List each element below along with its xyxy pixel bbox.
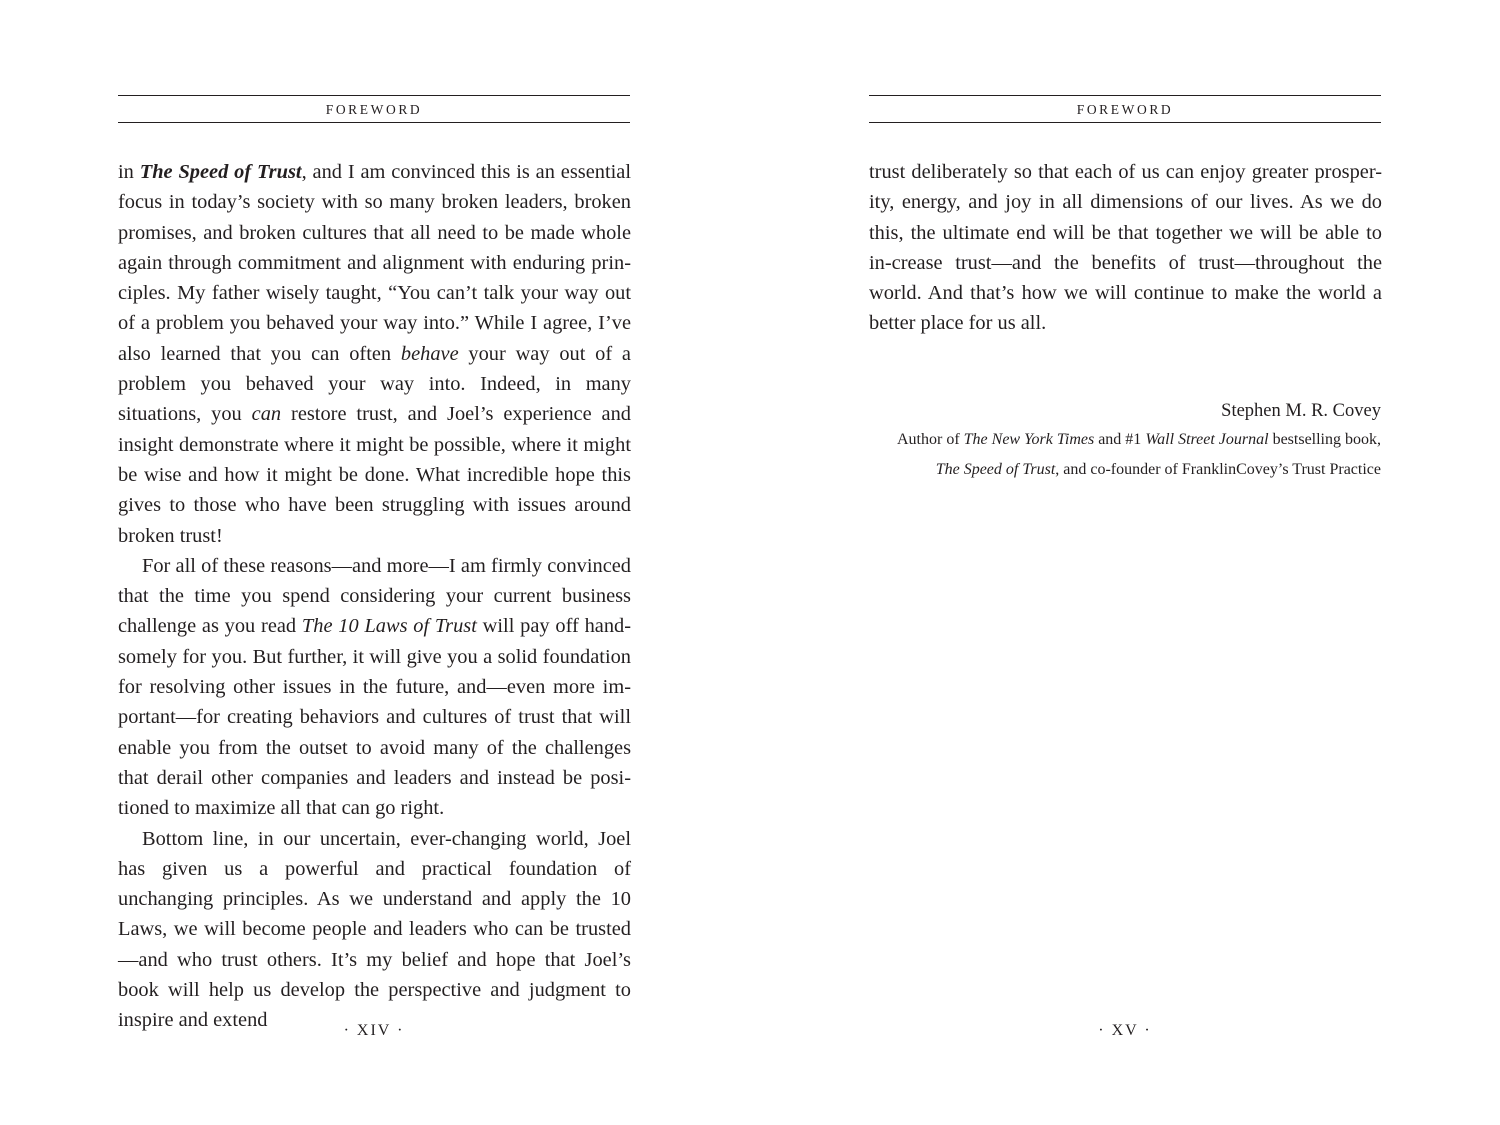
running-head: FOREWORD xyxy=(869,95,1381,123)
body-text xyxy=(118,157,631,1036)
body-text xyxy=(869,157,1382,339)
publication-title: The New York Times xyxy=(963,431,1095,448)
page-number: · XV · xyxy=(1098,1022,1152,1039)
author-credit-line: Author of The New York Times and #1 Wall Street Journal bestselling book, xyxy=(897,431,1381,448)
signature-block xyxy=(869,397,1381,485)
emphasis: can xyxy=(251,403,282,426)
author-name: Stephen M. R. Covey xyxy=(1221,401,1381,421)
publication-title: Wall Street Journal xyxy=(1145,431,1269,448)
paragraph: Bottom line, in our uncertain, ever-changing world, Joel has given us a powerful and practical foundation of unchanging principles. As we understand and apply the 10 Laws, we will become people and leaders who can be trusted—and who trust others. It’s my belief and hope that Joel’s book will help us develop the perspective and judgment to inspire and extend xyxy=(118,827,631,1032)
left-page xyxy=(118,0,630,1125)
book-title: The Speed of Trust xyxy=(935,461,1056,478)
book-title: The 10 Laws of Trust xyxy=(301,615,477,638)
page-number: · XIV · xyxy=(343,1022,405,1039)
author-credit-line: The Speed of Trust, and co-founder of FranklinCovey’s Trust Practice xyxy=(935,461,1381,478)
right-page xyxy=(869,0,1381,1125)
running-head: FOREWORD xyxy=(118,95,630,123)
paragraph: trust deliberately so that each of us can enjoy greater prosper-ity, energy, and joy in all dimensions of our lives. As we do this, the ultimate end will be that together we will be able to in-crease trust—and the benefits of trust—throughout the world. And that’s how we will continue to make the world a better place for us all. xyxy=(869,161,1382,335)
emphasis: behave xyxy=(400,342,459,365)
paragraph: in The Speed of Trust, and I am convinced this is an essential focus in today’s society with so many broken leaders, broken promises, and broken cultures that all need to be made whole again through commitment and alignment with enduring prin-ciples. My father wisely taught, “You can’t talk your way out of a problem you behaved your way into.” While I agree, I’ve also learned that you can often behave your way out of a problem you behaved your way into. Indeed, in many situations, you can restore trust, and Joel’s experience and insight demonstrate where it might be possible, where it might be wise and how it might be done. What incredible hope this gives to those who have been struggling with issues around broken trust! xyxy=(118,161,631,547)
paragraph: For all of these reasons—and more—I am firmly convinced that the time you spend considering your current business challenge as you read The 10 Laws of Trust will pay off hand-somely for you. But further, it will give you a solid foundation for resolving other issues in the future, and—even more im-portant—for creating behaviors and cultures of trust that will enable you from the outset to avoid many of the challenges that derail other companies and leaders and instead be posi-tioned to maximize all that can go right. xyxy=(118,554,632,820)
book-title: The Speed of Trust xyxy=(139,161,302,183)
